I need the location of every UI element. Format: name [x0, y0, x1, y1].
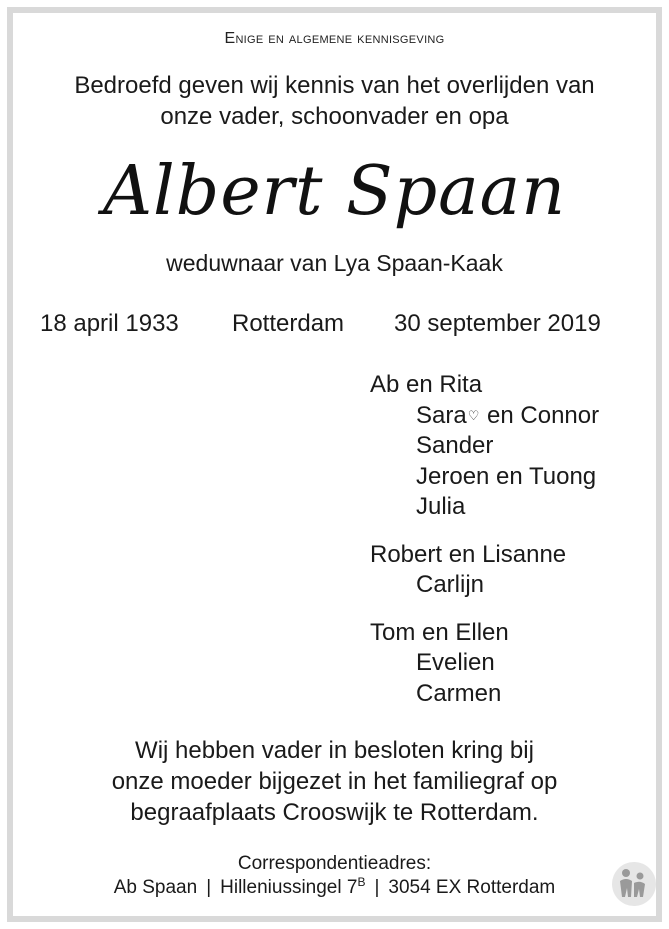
family-figures-seal-icon [611, 861, 657, 907]
separator: | [374, 877, 380, 898]
burial-text [0, 735, 669, 828]
family-list [370, 370, 599, 726]
separator: | [206, 877, 212, 898]
correspondence-label: Correspondentieadres: [237, 853, 432, 874]
family-group-head: Tom en Ellen [370, 618, 509, 646]
family-child: Evelien [416, 649, 495, 676]
widower-line: weduwnaar van Lya Spaan-Kaak [166, 250, 503, 276]
correspondence-name: Ab Spaan [113, 877, 198, 898]
birth-date: 18 april 1933 [40, 310, 179, 337]
place-name: Rotterdam [232, 310, 345, 337]
heart-icon: ♡ [467, 407, 480, 423]
house-suffix: B [357, 875, 366, 889]
family-child: Sander [416, 432, 494, 459]
family-child: Carmen [416, 679, 502, 707]
notice-header: Enige en algemene kennisgeving [224, 30, 445, 47]
intro-text [0, 70, 669, 132]
correspondence-street: Hilleniussingel 7 [220, 877, 358, 898]
family-child-partner: en Connor [487, 401, 600, 429]
family-child: Julia [416, 493, 466, 520]
family-group-2 [370, 540, 599, 601]
burial-line-1: Wij hebben vader in besloten kring bij [135, 737, 534, 764]
family-child: Jeroen en Tuong [416, 462, 597, 490]
family-child: Carlijn [416, 571, 485, 598]
deceased-name: Albert Spaan [102, 152, 567, 231]
burial-line-2: onze moeder bijgezet in het familiegraf op [111, 768, 558, 795]
family-child [370, 401, 599, 432]
family-group-3 [370, 618, 599, 710]
intro-line-1: Bedroefd geven wij kennis van het overlijden van [74, 72, 595, 99]
burial-line-3: begraafplaats Crooswijk te Rotterdam. [130, 799, 539, 826]
correspondence-city: 3054 EX Rotterdam [388, 877, 556, 898]
family-group-head: Robert en Lisanne [370, 540, 567, 568]
correspondence-address [0, 877, 669, 899]
intro-line-2: onze vader, schoonvader en opa [160, 103, 509, 130]
family-group-1 [370, 370, 599, 523]
family-child-name: Sara [416, 401, 467, 429]
family-group-head: Ab en Rita [370, 371, 483, 398]
death-date: 30 september 2019 [394, 310, 601, 337]
